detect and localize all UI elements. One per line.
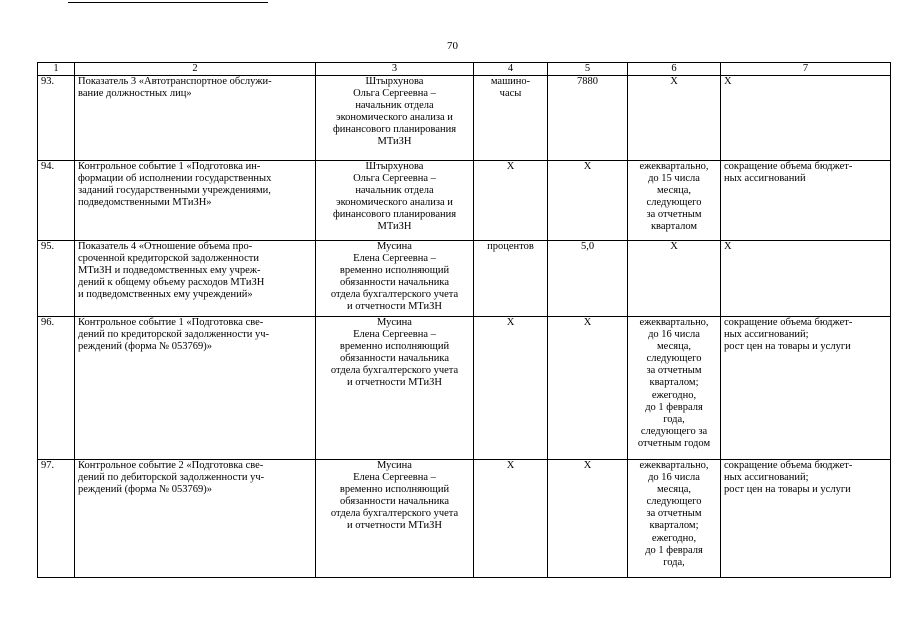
indicator-value: Х xyxy=(548,161,628,241)
risk-note: сокращение объема бюджет- ных ассигнований xyxy=(721,161,891,241)
risk-note: Х xyxy=(721,76,891,161)
unit-of-measure: машино- часы xyxy=(474,76,548,161)
table-row xyxy=(38,317,891,460)
column-header-2: 2 xyxy=(75,63,316,76)
indicators-table xyxy=(37,62,891,578)
unit-of-measure: Х xyxy=(474,161,548,241)
indicator-value: Х xyxy=(548,460,628,578)
indicator-value: 5,0 xyxy=(548,241,628,317)
deadline: ежеквартально, до 16 числа месяца, следующего за отчетным кварталом; ежегодно, до 1 февраля года, xyxy=(628,460,721,578)
column-number-row xyxy=(38,63,891,76)
table-row xyxy=(38,161,891,241)
responsible-person: Штырхунова Ольга Сергеевна – начальник отдела экономического анализа и финансового планирования МТиЗН xyxy=(316,161,474,241)
indicator-name: Показатель 4 «Отношение объема про- сроченной кредиторской задолженности МТиЗН и подведомственных ему учреж- дений к общему объему расходов МТиЗН и подведомственных ему учреждений» xyxy=(75,241,316,317)
deadline: Х xyxy=(628,241,721,317)
column-header-1: 1 xyxy=(38,63,75,76)
row-number: 96. xyxy=(38,317,75,460)
column-header-6: 6 xyxy=(628,63,721,76)
unit-of-measure: Х xyxy=(474,460,548,578)
indicator-name: Показатель 3 «Автотранспортное обслужи- вание должностных лиц» xyxy=(75,76,316,161)
table-row xyxy=(38,76,891,161)
unit-of-measure: процентов xyxy=(474,241,548,317)
responsible-person: Мусина Елена Сергеевна – временно исполняющий обязанности начальника отдела бухгалтерского учета и отчетности МТиЗН xyxy=(316,317,474,460)
row-number: 95. xyxy=(38,241,75,317)
column-header-7: 7 xyxy=(721,63,891,76)
risk-note: сокращение объема бюджет- ных ассигнований; рост цен на товары и услуги xyxy=(721,317,891,460)
indicator-value: Х xyxy=(548,317,628,460)
row-number: 97. xyxy=(38,460,75,578)
table-row xyxy=(38,241,891,317)
indicator-name: Контрольное событие 2 «Подготовка све- дений по дебиторской задолженности уч- реждений (форма № 053769)» xyxy=(75,460,316,578)
row-number: 93. xyxy=(38,76,75,161)
deadline: Х xyxy=(628,76,721,161)
row-number: 94. xyxy=(38,161,75,241)
responsible-person: Мусина Елена Сергеевна – временно исполняющий обязанности начальника отдела бухгалтерского учета и отчетности МТиЗН xyxy=(316,460,474,578)
page-number: 70 xyxy=(447,40,458,52)
column-header-4: 4 xyxy=(474,63,548,76)
indicator-name: Контрольное событие 1 «Подготовка све- дений по кредиторской задолженности уч- реждений (форма № 053769)» xyxy=(75,317,316,460)
responsible-person: Штырхунова Ольга Сергеевна – начальник отдела экономического анализа и финансового планирования МТиЗН xyxy=(316,76,474,161)
deadline: ежеквартально, до 15 числа месяца, следующего за отчетным кварталом xyxy=(628,161,721,241)
column-header-3: 3 xyxy=(316,63,474,76)
table-row xyxy=(38,460,891,578)
risk-note: Х xyxy=(721,241,891,317)
top-rule xyxy=(68,2,268,3)
indicator-name: Контрольное событие 1 «Подготовка ин- формации об исполнении государственных заданий государственными учреждениями, подведомственными МТиЗН» xyxy=(75,161,316,241)
column-header-5: 5 xyxy=(548,63,628,76)
deadline: ежеквартально, до 16 числа месяца, следующего за отчетным кварталом; ежегодно, до 1 февраля года, следующего за отчетным годом xyxy=(628,317,721,460)
responsible-person: Мусина Елена Сергеевна – временно исполняющий обязанности начальника отдела бухгалтерского учета и отчетности МТиЗН xyxy=(316,241,474,317)
risk-note: сокращение объема бюджет- ных ассигнований; рост цен на товары и услуги xyxy=(721,460,891,578)
indicator-value: 7880 xyxy=(548,76,628,161)
unit-of-measure: Х xyxy=(474,317,548,460)
